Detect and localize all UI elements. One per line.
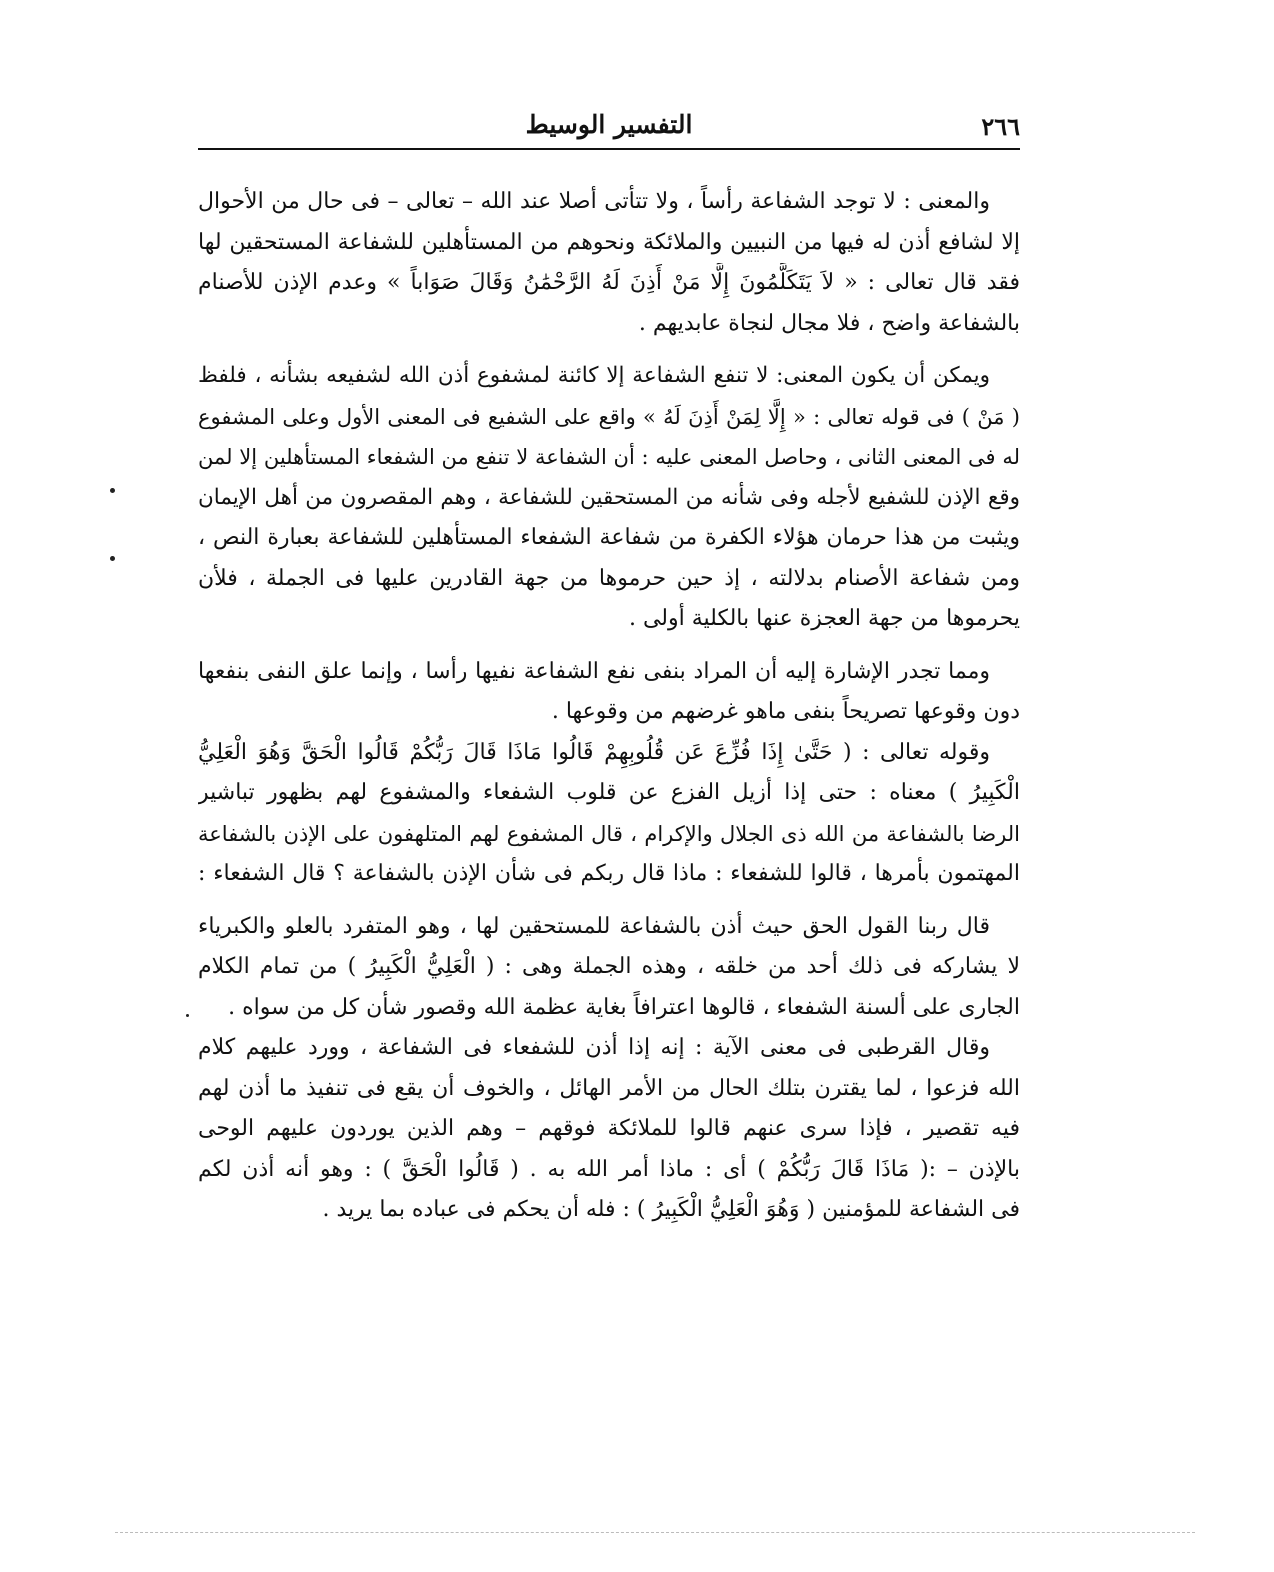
text-line: له فى المعنى الثانى ، وحاصل المعنى عليه : أن الشفاعة لا تنفع من الشفعاء المستأهلين إلا لمن: [198, 445, 1020, 469]
paragraph: [198, 733, 1020, 895]
header-divider: [198, 148, 1020, 150]
text-line: فى الشفاعة للمؤمنين ( وَهُوَ الْعَلِيُّ الْكَبِيرُ ) : فله أن يحكم فى عباده بما يريد .: [322, 1197, 1020, 1222]
scan-bottom-edge: [115, 1532, 1195, 1533]
text-line: لا يشاركه فى ذلك أحد من خلقه ، وهذه الجملة وهى : ( الْعَلِيُّ الْكَبِيرُ ) من تمام الكلام: [198, 954, 1020, 979]
text-line: الجارى على ألسنة الشفعاء ، قالوها اعترافاً بغاية عظمة الله وقصور شأن كل من سواه .: [228, 994, 1020, 1020]
text-line: ومن شفاعة الأصنام بدلالته ، إذ حين حرموها من جهة القادرين عليها فى الجملة ، فلأن: [198, 565, 1020, 591]
scan-speck: [110, 488, 115, 493]
text-line: إلا لشافع أذن له فيها من النبيين والملائكة ونحوهم من المستأهلين للشفاعة المستحقين لها: [198, 229, 1020, 255]
text-line: ومما تجدر الإشارة إليه أن المراد بنفى نفع الشفاعة نفيها رأسا ، وإنما علق النفى بنفعها: [198, 658, 990, 684]
text-line: يحرموها من جهة العجزة عنها بالكلية أولى .: [628, 606, 1020, 631]
paragraph: [198, 1028, 1020, 1231]
text-line: الله فزعوا ، لما يقترن بتلك الحال من الأمر الهائل ، والخوف أن يقع فى تنفيذ ما أذن لهم: [198, 1075, 1020, 1101]
paragraph: [198, 356, 1020, 640]
paragraph-gap: [198, 895, 1020, 907]
paragraph-gap: [198, 640, 1020, 652]
text-line: الرضا بالشفاعة من الله ذى الجلال والإكرام ، قال المشفوع لهم المتلهفون على الإذن بالشفاعة: [198, 821, 1020, 846]
text-line: فيه تقصير ، فإذا سرى عنهم قالوا للملائكة فوقهم – وهم الذين يوردون عليهم الوحى: [198, 1116, 1020, 1141]
paragraph: [198, 182, 1020, 344]
scan-speck: [110, 556, 115, 561]
text-line: ( مَنْ ) فى قوله تعالى : « إِلَّا لِمَنْ أَذِنَ لَهُ » واقع على الشفيع فى المعنى الأول وعلى المشفوع: [198, 404, 1020, 429]
text-line: وقال القرطبى فى معنى الآية : إنه إذا أذن للشفعاء فى الشفاعة ، وورد عليهم كلام: [198, 1035, 990, 1060]
running-title: التفسير الوسيط: [525, 110, 693, 139]
text-line: والمعنى : لا توجد الشفاعة رأساً ، ولا تتأتى أصلا عند الله – تعالى – فى حال من الأحوال: [198, 189, 990, 214]
text-line: الْكَبِيرُ ) معناه : حتى إذا أزيل الفزع عن قلوب الشفعاء والمشفوع لهم بظهور تباشير: [198, 780, 1020, 805]
paragraph: [198, 907, 1020, 1029]
text-line: ويمكن أن يكون المعنى: لا تنفع الشفاعة إلا كائنة لمشفوع أذن الله لشفيعه بشأنه ، فلفظ: [198, 363, 990, 388]
text-line: فقد قال تعالى : « لاَ يَتَكَلَّمُونَ إِلَّا مَنْ أَذِنَ لَهُ الرَّحْمَٰنُ وَقَالَ صَوَاباً » وعدم الإذن للأصنام: [198, 270, 1020, 295]
text-line: وقوله تعالى : ( حَتَّىٰ إِذَا فُزِّعَ عَن قُلُوبِهِمْ قَالُوا مَاذَا قَالَ رَبُّكُمْ قَالُوا الْحَقَّ وَهُوَ الْعَلِيُّ: [198, 739, 990, 765]
text-line: بالشفاعة واضح ، فلا مجال لنجاة عابديهم .: [638, 310, 1020, 336]
paragraph: [198, 652, 1020, 733]
paragraph-gap: [198, 344, 1020, 356]
page-header: [198, 108, 1020, 148]
body-text: [198, 182, 1020, 1231]
scan-speck: [186, 1014, 189, 1017]
text-line: وقع الإذن للشفيع لأجله وفى شأنه من المستحقين للشفاعة ، وهم المقصرون من أهل الإيمان: [198, 484, 1020, 510]
text-line: دون وقوعها تصريحاً بنفى ماهو غرضهم من وقوعها .: [551, 699, 1020, 724]
page-number: ٢٦٦: [981, 112, 1020, 141]
text-line: قال ربنا القول الحق حيث أذن بالشفاعة للمستحقين لها ، وهو المتفرد بالعلو والكبرياء: [198, 913, 990, 939]
text-line: ويثبت من هذا حرمان هؤلاء الكفرة من شفاعة الشفعاء المستأهلين للشفاعة بعبارة النص ،: [198, 525, 1020, 550]
text-line: بالإذن – :( مَاذَا قَالَ رَبُّكُمْ ) أى : ماذا أمر الله به . ( قَالُوا الْحَقَّ ) : وهو أنه أذن لكم: [198, 1156, 1020, 1182]
text-line: المهتمون بأمرها ، قالوا للشفعاء : ماذا قال ربكم فى شأن الإذن بالشفاعة ؟ قال الشفعاء :: [198, 861, 1020, 886]
